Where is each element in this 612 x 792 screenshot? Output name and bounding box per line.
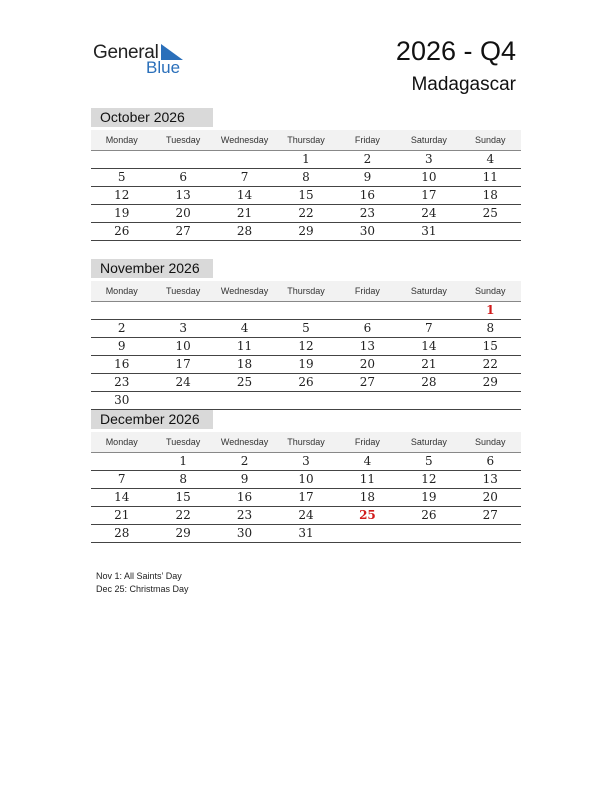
week-row bbox=[91, 507, 521, 525]
day-cell: 29 bbox=[175, 526, 191, 540]
day-cell: 30 bbox=[359, 224, 376, 238]
day-cell: 31 bbox=[298, 526, 314, 540]
weekday-header-row bbox=[91, 130, 521, 151]
day-cell: 14 bbox=[114, 490, 130, 504]
weekday-header-row bbox=[91, 281, 521, 302]
day-cell: 18 bbox=[359, 490, 376, 504]
logo-word-general: General bbox=[93, 42, 159, 63]
day-cell: 12 bbox=[298, 339, 314, 353]
empty-day-cell bbox=[398, 302, 459, 319]
weekday-header: Tuesday bbox=[166, 135, 201, 145]
day-cell: 1 bbox=[302, 152, 310, 166]
empty-day-cell bbox=[460, 525, 521, 542]
weekday-header: Wednesday bbox=[220, 437, 269, 447]
weekday-header-row bbox=[91, 432, 521, 453]
day-cell: 8 bbox=[179, 472, 187, 486]
day-cell: 31 bbox=[421, 224, 437, 238]
day-cell: 24 bbox=[298, 508, 314, 522]
day-cell: 11 bbox=[359, 472, 376, 486]
empty-day-cell bbox=[337, 302, 398, 319]
week-row bbox=[91, 453, 521, 471]
week-row bbox=[91, 151, 521, 169]
day-cell: 22 bbox=[175, 508, 191, 522]
empty-day-cell bbox=[337, 392, 398, 409]
day-cell: 2 bbox=[117, 321, 126, 335]
month-block-november bbox=[91, 259, 521, 410]
day-cell: 21 bbox=[421, 357, 437, 371]
day-cell: 26 bbox=[421, 508, 437, 522]
day-cell: 13 bbox=[175, 188, 191, 202]
day-cell: 7 bbox=[240, 170, 249, 184]
day-cell: 9 bbox=[240, 472, 249, 486]
weekday-header: Thursday bbox=[287, 135, 325, 145]
day-cell: 24 bbox=[421, 206, 437, 220]
day-cell: 8 bbox=[302, 170, 310, 184]
empty-day-cell bbox=[398, 525, 459, 542]
day-cell: 19 bbox=[114, 206, 130, 220]
empty-day-cell bbox=[460, 223, 521, 240]
week-row bbox=[91, 223, 521, 241]
month-label: October 2026 bbox=[91, 108, 213, 127]
day-cell: 14 bbox=[421, 339, 437, 353]
empty-day-cell bbox=[91, 302, 152, 319]
empty-day-cell bbox=[214, 392, 275, 409]
day-cell: 17 bbox=[298, 490, 314, 504]
day-cell: 15 bbox=[298, 188, 314, 202]
empty-day-cell bbox=[152, 151, 213, 168]
week-row bbox=[91, 302, 521, 320]
empty-day-cell bbox=[460, 392, 521, 409]
day-cell: 26 bbox=[114, 224, 130, 238]
day-cell: 18 bbox=[482, 188, 498, 202]
day-cell: 3 bbox=[302, 454, 310, 468]
week-row bbox=[91, 374, 521, 392]
day-cell: 4 bbox=[486, 152, 495, 166]
day-cell: 29 bbox=[298, 224, 314, 238]
day-cell: 11 bbox=[236, 339, 253, 353]
day-cell: 9 bbox=[117, 339, 126, 353]
weekday-header: Wednesday bbox=[220, 135, 269, 145]
day-cell: 13 bbox=[482, 472, 498, 486]
day-cell: 20 bbox=[359, 357, 376, 371]
day-cell: 16 bbox=[359, 188, 376, 202]
day-cell: 27 bbox=[359, 375, 376, 389]
weekday-header: Tuesday bbox=[166, 437, 201, 447]
day-cell: 23 bbox=[114, 375, 130, 389]
weekday-header: Saturday bbox=[410, 437, 447, 447]
month-label: November 2026 bbox=[91, 259, 213, 278]
weekday-header: Thursday bbox=[287, 437, 325, 447]
day-cell: 8 bbox=[486, 321, 495, 335]
weekday-header: Monday bbox=[105, 286, 138, 296]
day-cell: 20 bbox=[175, 206, 191, 220]
day-cell: 22 bbox=[482, 357, 498, 371]
empty-day-cell bbox=[214, 151, 275, 168]
day-cell: 3 bbox=[425, 152, 433, 166]
weekday-header: Monday bbox=[105, 135, 138, 145]
day-cell: 4 bbox=[363, 454, 372, 468]
day-cell: 22 bbox=[298, 206, 314, 220]
day-cell: 21 bbox=[236, 206, 253, 220]
holiday-day-cell: 25 bbox=[359, 508, 376, 522]
generalblue-logo bbox=[93, 40, 193, 80]
day-cell: 25 bbox=[236, 375, 253, 389]
day-cell: 6 bbox=[363, 321, 372, 335]
week-row bbox=[91, 205, 521, 223]
empty-day-cell bbox=[91, 453, 152, 470]
day-cell: 2 bbox=[363, 152, 372, 166]
day-cell: 14 bbox=[236, 188, 253, 202]
weekday-header: Saturday bbox=[410, 135, 447, 145]
weekday-header: Friday bbox=[354, 437, 380, 447]
week-row bbox=[91, 525, 521, 543]
week-row bbox=[91, 489, 521, 507]
day-cell: 26 bbox=[298, 375, 314, 389]
empty-day-cell bbox=[337, 525, 398, 542]
day-cell: 9 bbox=[363, 170, 372, 184]
empty-day-cell bbox=[398, 392, 459, 409]
day-cell: 12 bbox=[114, 188, 130, 202]
holiday-note: Dec 25: Christmas Day bbox=[96, 584, 189, 594]
day-cell: 13 bbox=[359, 339, 376, 353]
day-cell: 17 bbox=[421, 188, 437, 202]
day-cell: 5 bbox=[425, 454, 433, 468]
week-row bbox=[91, 338, 521, 356]
day-cell: 20 bbox=[482, 490, 498, 504]
empty-day-cell bbox=[91, 151, 152, 168]
weekday-header: Thursday bbox=[287, 286, 325, 296]
day-cell: 7 bbox=[117, 472, 126, 486]
day-cell: 28 bbox=[236, 224, 253, 238]
holiday-note: Nov 1: All Saints’ Day bbox=[96, 571, 182, 581]
weekday-header: Sunday bbox=[475, 135, 506, 145]
day-cell: 28 bbox=[114, 526, 130, 540]
day-cell: 7 bbox=[425, 321, 433, 335]
week-row bbox=[91, 169, 521, 187]
day-cell: 10 bbox=[298, 472, 314, 486]
day-cell: 16 bbox=[114, 357, 130, 371]
day-cell: 15 bbox=[175, 490, 191, 504]
week-row bbox=[91, 356, 521, 374]
day-cell: 28 bbox=[421, 375, 437, 389]
holiday-day-cell: 1 bbox=[486, 303, 495, 317]
month-label: December 2026 bbox=[91, 410, 213, 429]
day-cell: 10 bbox=[421, 170, 437, 184]
week-row bbox=[91, 187, 521, 205]
day-cell: 5 bbox=[117, 170, 126, 184]
day-cell: 18 bbox=[236, 357, 253, 371]
day-cell: 16 bbox=[236, 490, 253, 504]
empty-day-cell bbox=[214, 302, 275, 319]
day-cell: 27 bbox=[482, 508, 498, 522]
month-block-december bbox=[91, 410, 521, 543]
day-cell: 6 bbox=[486, 454, 495, 468]
day-cell: 3 bbox=[179, 321, 187, 335]
day-cell: 15 bbox=[482, 339, 498, 353]
day-cell: 23 bbox=[359, 206, 376, 220]
day-cell: 1 bbox=[179, 454, 187, 468]
country-name: Madagascar bbox=[411, 74, 516, 95]
empty-day-cell bbox=[275, 392, 336, 409]
day-cell: 27 bbox=[175, 224, 191, 238]
weekday-header: Sunday bbox=[475, 286, 506, 296]
day-cell: 2 bbox=[240, 454, 249, 468]
weekday-header: Saturday bbox=[410, 286, 447, 296]
day-cell: 6 bbox=[179, 170, 187, 184]
empty-day-cell bbox=[152, 302, 213, 319]
logo-word-blue: Blue bbox=[146, 58, 181, 77]
weekday-header: Wednesday bbox=[220, 286, 269, 296]
day-cell: 30 bbox=[114, 393, 130, 407]
day-cell: 5 bbox=[302, 321, 310, 335]
day-cell: 4 bbox=[240, 321, 249, 335]
day-cell: 21 bbox=[114, 508, 130, 522]
weekday-header: Tuesday bbox=[166, 286, 201, 296]
weekday-header: Sunday bbox=[475, 437, 506, 447]
weekday-header: Friday bbox=[354, 135, 380, 145]
day-cell: 19 bbox=[421, 490, 437, 504]
day-cell: 17 bbox=[175, 357, 191, 371]
week-row bbox=[91, 471, 521, 489]
day-cell: 24 bbox=[175, 375, 191, 389]
day-cell: 10 bbox=[175, 339, 191, 353]
empty-day-cell bbox=[275, 302, 336, 319]
weekday-header: Friday bbox=[354, 286, 380, 296]
day-cell: 12 bbox=[421, 472, 437, 486]
page-title: 2026 - Q4 bbox=[395, 36, 516, 66]
day-cell: 29 bbox=[482, 375, 498, 389]
day-cell: 23 bbox=[236, 508, 253, 522]
week-row bbox=[91, 392, 521, 410]
holiday-notes bbox=[96, 570, 189, 596]
month-block-october bbox=[91, 108, 521, 241]
day-cell: 30 bbox=[236, 526, 253, 540]
weekday-header: Monday bbox=[105, 437, 138, 447]
week-row bbox=[91, 320, 521, 338]
empty-day-cell bbox=[152, 392, 213, 409]
day-cell: 11 bbox=[482, 170, 498, 184]
day-cell: 19 bbox=[298, 357, 314, 371]
day-cell: 25 bbox=[482, 206, 498, 220]
